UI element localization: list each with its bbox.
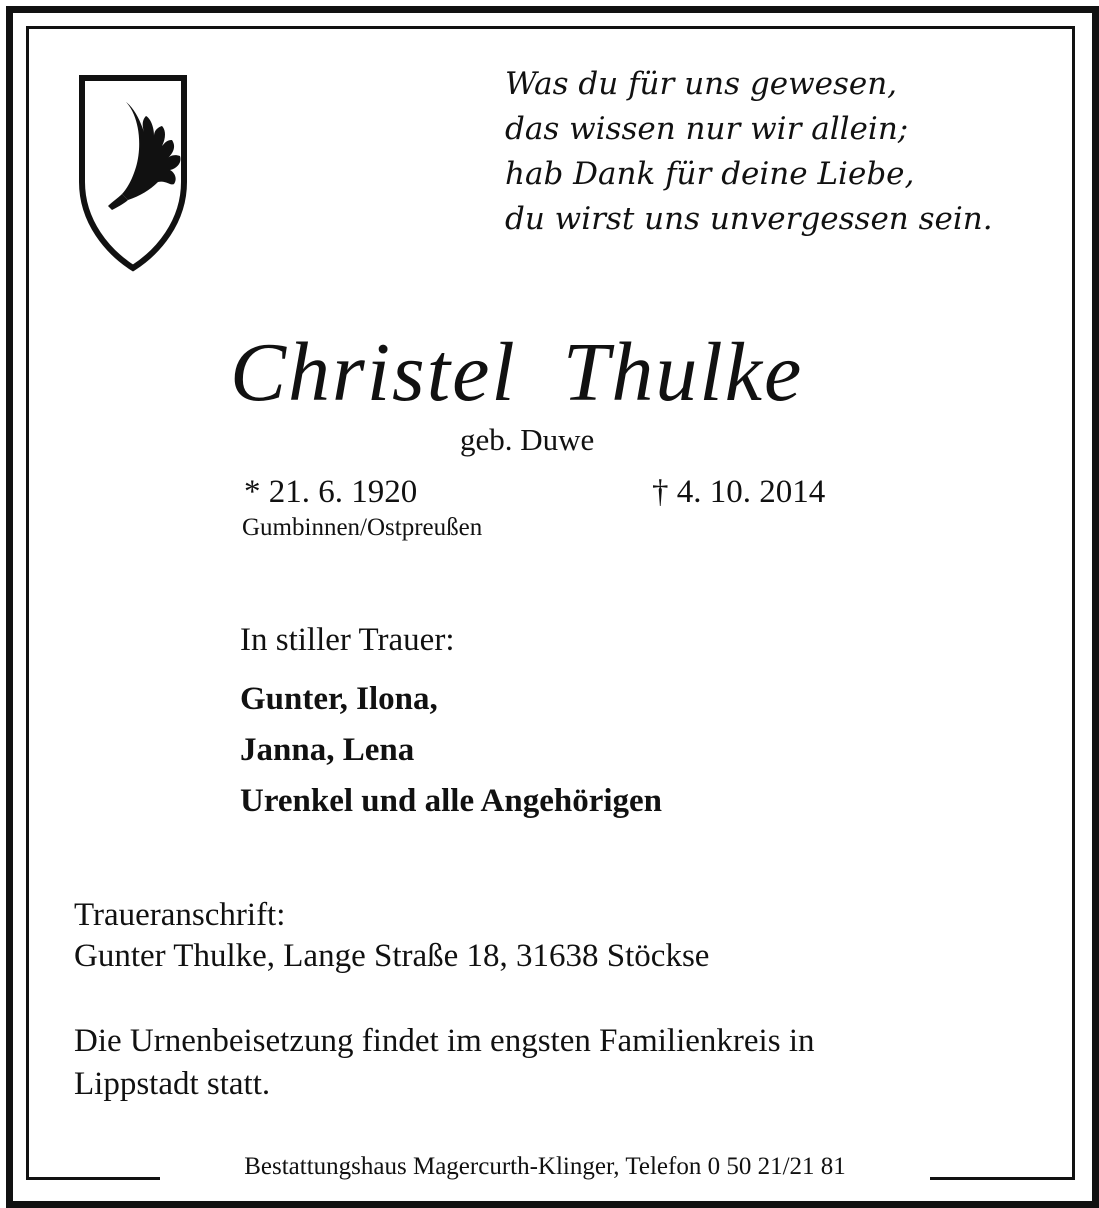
elk-antler-shield-icon xyxy=(78,72,188,272)
mourning-intro: In stiller Trauer: xyxy=(240,622,455,658)
mourner-line: Gunter, Ilona, xyxy=(240,681,438,717)
death-date: † 4. 10. 2014 xyxy=(652,474,826,510)
mourner-list xyxy=(240,674,662,827)
poem-line: das wissen nur wir allein; xyxy=(505,111,909,147)
poem-line: Was du für uns gewesen, xyxy=(505,66,898,102)
mourner-line: Urenkel und alle Angehörigen xyxy=(240,783,663,819)
maiden-name: geb. Duwe xyxy=(460,422,595,457)
deceased-name: Christel Thulke xyxy=(230,326,804,419)
address-line: Gunter Thulke, Lange Straße 18, 31638 Stöckse xyxy=(74,938,710,974)
mourning-address xyxy=(74,895,709,977)
burial-line: Lippstadt statt. xyxy=(74,1066,271,1102)
poem xyxy=(505,62,1065,242)
burial-line: Die Urnenbeisetzung findet im engsten Familienkreis in xyxy=(74,1023,815,1059)
funeral-home-footer: Bestattungshaus Magercurth-Klinger, Telefon 0 50 21/21 81 xyxy=(160,1152,930,1182)
poem-line: hab Dank für deine Liebe, xyxy=(505,156,915,192)
mourner-line: Janna, Lena xyxy=(240,732,415,768)
poem-line: du wirst uns unvergessen sein. xyxy=(505,201,993,237)
birthplace: Gumbinnen/Ostpreußen xyxy=(242,514,483,541)
burial-notice xyxy=(74,1020,815,1106)
address-label: Traueranschrift: xyxy=(74,897,286,933)
birth-date: * 21. 6. 1920 xyxy=(244,474,418,510)
